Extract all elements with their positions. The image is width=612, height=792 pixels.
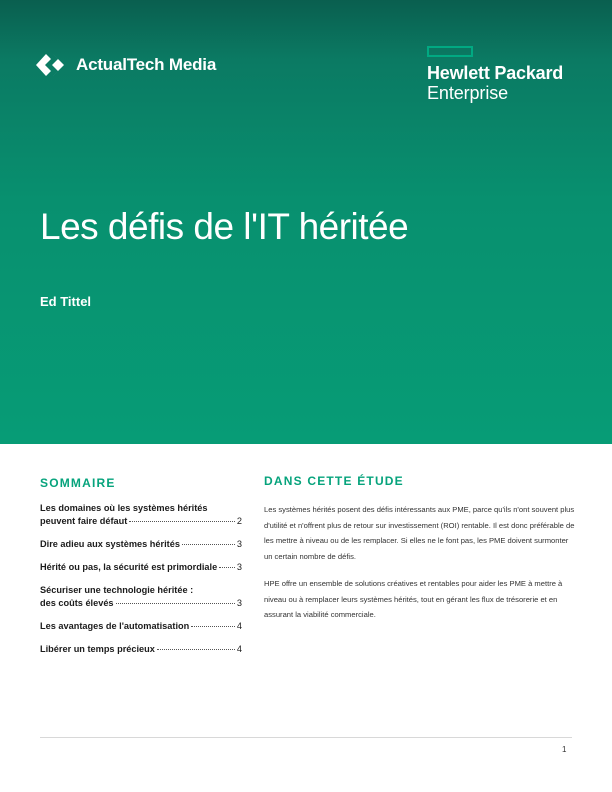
toc-leader-dots xyxy=(157,649,235,650)
hpe-logo-line2: Enterprise xyxy=(427,83,509,103)
toc-page-number: 3 xyxy=(236,598,242,608)
toc-item-line1: Sécuriser une technologie héritée : xyxy=(40,585,194,595)
author-name: Ed Tittel xyxy=(40,294,92,309)
toc-item-automatisation[interactable] xyxy=(40,620,242,633)
hpe-element-icon xyxy=(427,46,473,57)
toc-item-line2: Libérer un temps précieux xyxy=(40,644,155,654)
toc-leader-dots xyxy=(116,603,235,604)
toc-page-number: 3 xyxy=(236,562,242,572)
toc-heading: SOMMAIRE xyxy=(40,476,116,490)
toc-item-temps-precieux[interactable] xyxy=(40,643,242,656)
study-paragraph: HPE offre un ensemble de solutions créatives et rentables pour aider les PME à mettre à niveau ou à remplacer leurs systèmes hérités, tout en gérant les flux de trésorerie et en assurant la viabilité commerciale. xyxy=(264,579,563,619)
toc-item-line2: des coûts élevés xyxy=(40,598,114,608)
toc-page-number: 4 xyxy=(236,621,242,631)
actualtech-diamond-icon xyxy=(36,50,70,80)
toc-item-dire-adieu[interactable] xyxy=(40,538,242,551)
toc-item-line2: Dire adieu aux systèmes hérités xyxy=(40,539,180,549)
actualtech-media-logo xyxy=(36,50,216,80)
actualtech-logo-text: ActualTech Media xyxy=(76,55,217,74)
toc-page-number: 3 xyxy=(236,539,242,549)
toc-item-domaines[interactable] xyxy=(40,502,242,528)
footer-divider xyxy=(40,737,572,738)
toc-leader-dots xyxy=(129,521,235,522)
study-heading: DANS CETTE ÉTUDE xyxy=(264,474,404,488)
toc-item-line2: Les avantages de l'automatisation xyxy=(40,621,190,631)
toc-leader-dots xyxy=(182,544,235,545)
hpe-logo-line1: Hewlett Packard xyxy=(427,63,564,83)
toc-item-line2: peuvent faire défaut xyxy=(40,516,128,526)
hpe-logo xyxy=(427,46,563,103)
study-paragraph: Les systèmes hérités posent des défis intéressants aux PME, parce qu'ils n'ont souvent plus d'utilité et n'offrent plus de retour sur investissement (ROI) rentable. Il est donc préférable de les mettre à niveau ou de les remplacer. Si elles ne le font pas, les PME doivent surmonter un certain nombre de défis. xyxy=(264,505,575,561)
toc-leader-dots xyxy=(191,626,235,627)
toc-item-securite[interactable] xyxy=(40,561,242,574)
toc-item-couts-eleves[interactable] xyxy=(40,584,242,610)
study-summary xyxy=(264,474,576,635)
toc-leader-dots xyxy=(219,567,235,568)
page-number: 1 xyxy=(562,745,567,754)
toc-page-number: 4 xyxy=(236,644,242,654)
table-of-contents xyxy=(40,476,242,666)
toc-page-number: 2 xyxy=(236,516,242,526)
toc-item-line2: Hérité ou pas, la sécurité est primordiale xyxy=(40,562,218,572)
toc-item-line1: Les domaines où les systèmes hérités xyxy=(40,503,208,513)
document-title: Les défis de l'IT héritée xyxy=(40,206,409,247)
